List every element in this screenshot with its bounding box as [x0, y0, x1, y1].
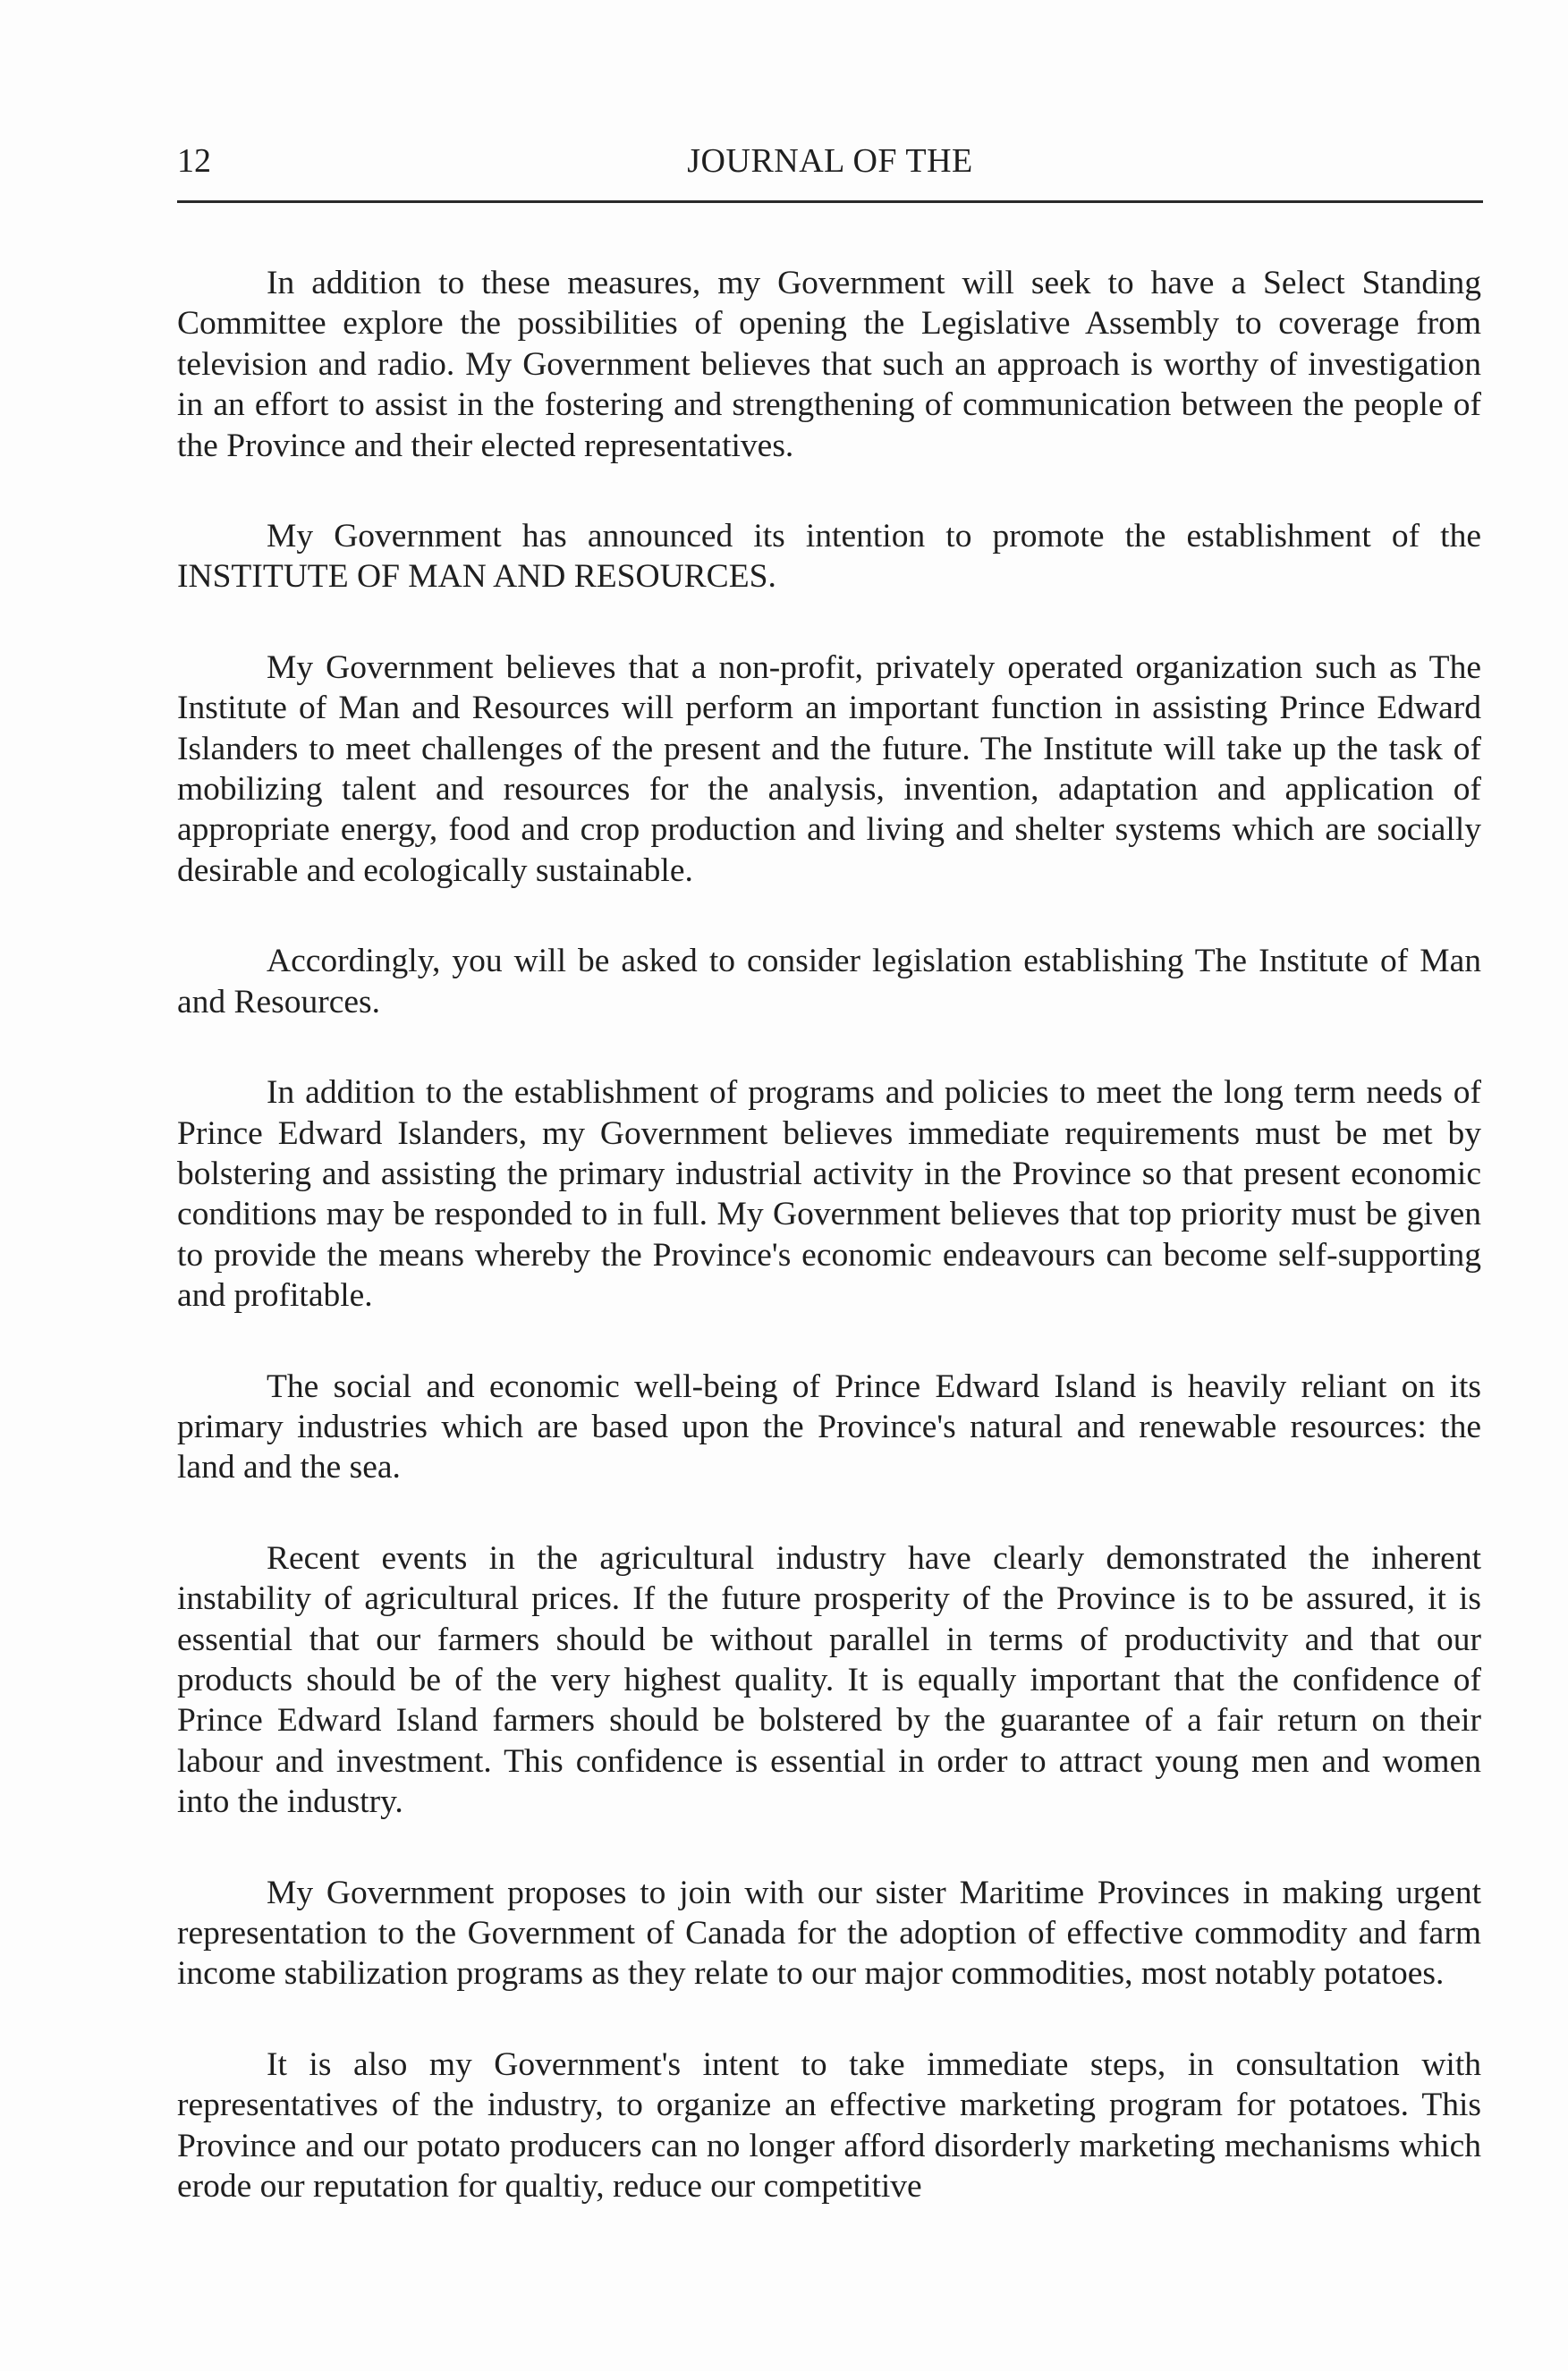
paragraph-maritime-stabilization: My Government proposes to join with our sister Maritime Provinces in making urgent representation to the Government of Canada for the adoption of effective commodity and farm income stabilization programs as they relate to our major commodities, most notably potatoes. [177, 1874, 1481, 1993]
page-header [177, 139, 1483, 192]
body-text [177, 263, 1481, 2206]
paragraph-primary-industries: The social and economic well-being of Prince Edward Island is heavily reliant on its primary industries which are based upon the Province's natural and renewable resources: the land and the sea. [177, 1368, 1481, 1486]
paragraph-institute-function: My Government believes that a non-profit, privately operated organization such as The Institute of Man and Resources will perform an important function in assisting Prince Edward Islanders to meet challenges of the present and the future. The Institute will take up the task of mobilizing talent and resources for the analysis, invention, adaptation and application of appropriate energy, food and crop production and living and shelter systems which are socially desirable and ecologically sustainable. [177, 648, 1481, 889]
paragraph-agricultural-prices: Recent events in the agricultural industry have clearly demonstrated the inherent instability of agricultural prices. If the future prosperity of the Province is to be assured, it is essential that our farmers should be without parallel in terms of productivity and that our products should be of the very highest quality. It is equally important that the confidence of Prince Edward Island farmers should be bolstered by the guarantee of a fair return on their labour and investment. This confidence is essential in order to attract young men and women into the industry. [177, 1539, 1481, 1821]
paragraph-institute-legislation: Accordingly, you will be asked to consider legislation establishing The Institute of Man and Resources. [177, 943, 1481, 1020]
paragraph-institute-announcement: My Government has announced its intention to promote the establishment of the INSTITUTE OF MAN AND RESOURCES. [177, 518, 1481, 596]
paragraph-immediate-requirements: In addition to the establishment of programs and policies to meet the long term needs of Prince Edward Islanders, my Government believes immediate requirements must be met by bolstering and assisting the primary industrial activity in the Province so that present economic conditions may be responded to in full. My Government believes that top priority must be given to provide the means whereby the Province's economic endeavours can become self-supporting and profitable. [177, 1074, 1481, 1315]
paragraph-potato-marketing: It is also my Government's intent to take immediate steps, in consultation with representatives of the industry, to organize an effective marketing program for potatoes. This Province and our potato producers can no longer afford disorderly marketing mechanisms which erode our reputation for qualtiy, reduce our competitive [177, 2045, 1481, 2206]
page-number: 12 [177, 142, 211, 180]
paragraph-broadcast-coverage: In addition to these measures, my Government will seek to have a Select Standing Committee explore the possibilities of opening the Legislative Assembly to coverage from television and radio. My Government believes that such an approach is worthy of investigation in an effort to assist in the fostering and strengthening of communication between the people of the Province and their elected representatives. [177, 265, 1481, 464]
running-title: JOURNAL OF THE [687, 142, 973, 180]
header-divider [177, 200, 1483, 203]
